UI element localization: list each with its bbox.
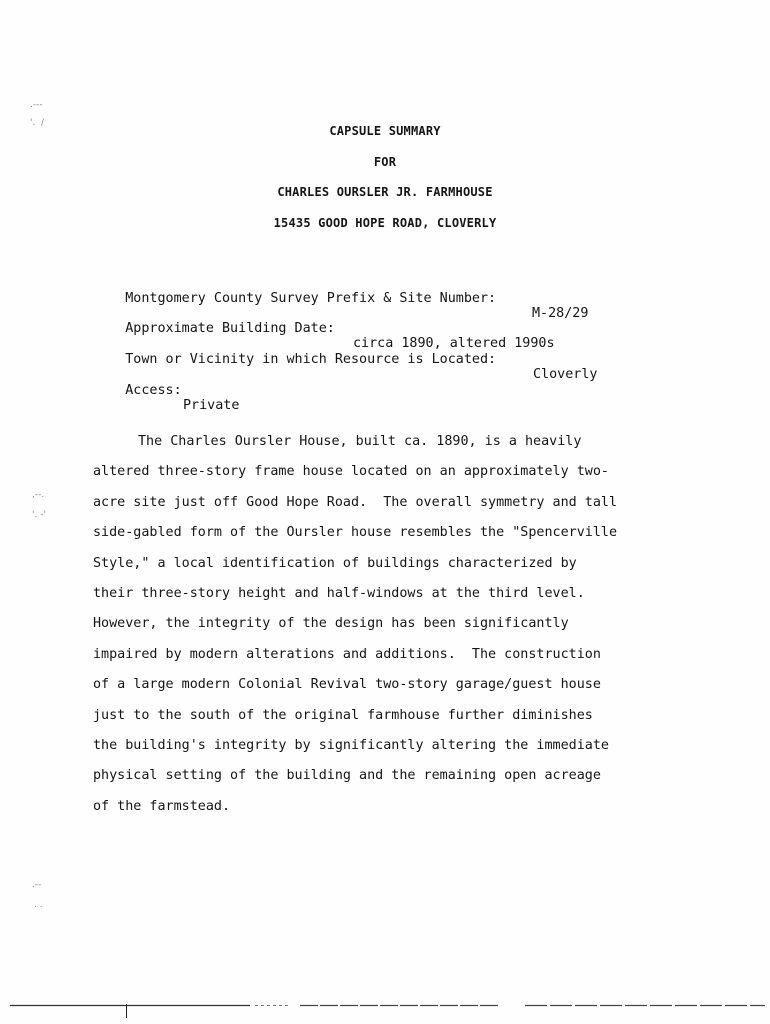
paragraph-line: acre site just off Good Hope Road. The overall symmetry and tall <box>93 494 618 510</box>
field-label: Approximate Building Date: <box>125 321 335 336</box>
scan-bottom-rule <box>0 1004 770 1006</box>
paragraph-line: Style," a local identification of buildings characterized by <box>93 555 577 571</box>
field-value: circa 1890, altered 1990s <box>353 336 555 351</box>
paragraph-line: just to the south of the original farmhouse further diminishes <box>93 707 593 723</box>
field-value: Cloverly <box>533 367 598 382</box>
scan-speck: ,--. <box>32 490 45 500</box>
paragraph-line: of the farmstead. <box>93 798 231 814</box>
paragraph-line: impaired by modern alterations and additions. The construction <box>93 646 601 662</box>
scan-speck: .-- <box>32 880 42 890</box>
paragraph-line: the building's integrity by significantly altering the immediate <box>93 737 609 753</box>
summary-title: CAPSULE SUMMARY <box>329 124 441 138</box>
field-value: Private <box>183 398 240 413</box>
summary-paragraph <box>93 427 683 822</box>
paragraph-line: their three-story height and half-windows at the third level. <box>93 585 585 601</box>
paragraph-line: The Charles Oursler House, built ca. 1890, is a heavily <box>138 434 582 449</box>
paragraph-line: physical setting of the building and the remaining open acreage <box>93 768 601 784</box>
field-access <box>93 368 240 428</box>
scan-speck: '. / <box>30 118 45 128</box>
field-label: Montgomery County Survey Prefix & Site Number: <box>125 291 497 306</box>
scan-speck: .-‑- <box>30 100 43 110</box>
field-label: Access: <box>125 383 182 398</box>
scan-speck: . . <box>34 900 43 910</box>
scan-tick <box>126 1004 127 1018</box>
field-value: M-28/29 <box>532 306 589 321</box>
paragraph-line: altered three-story frame house located on an approximately two- <box>93 464 609 480</box>
summary-for: FOR <box>373 155 397 169</box>
property-address: 15435 GOOD HOPE ROAD, CLOVERLY <box>273 216 497 230</box>
scan-speck: '. -' <box>32 510 46 520</box>
paragraph-line: However, the integrity of the design has been significantly <box>93 616 569 632</box>
paragraph-line: side-gabled form of the Oursler house resembles the "Spencerville <box>93 525 618 541</box>
paragraph-line: of a large modern Colonial Revival two-story garage/guest house <box>93 677 601 693</box>
property-name: CHARLES OURSLER JR. FARMHOUSE <box>277 185 493 199</box>
field-label: Town or Vicinity in which Resource is Located: <box>125 352 497 367</box>
